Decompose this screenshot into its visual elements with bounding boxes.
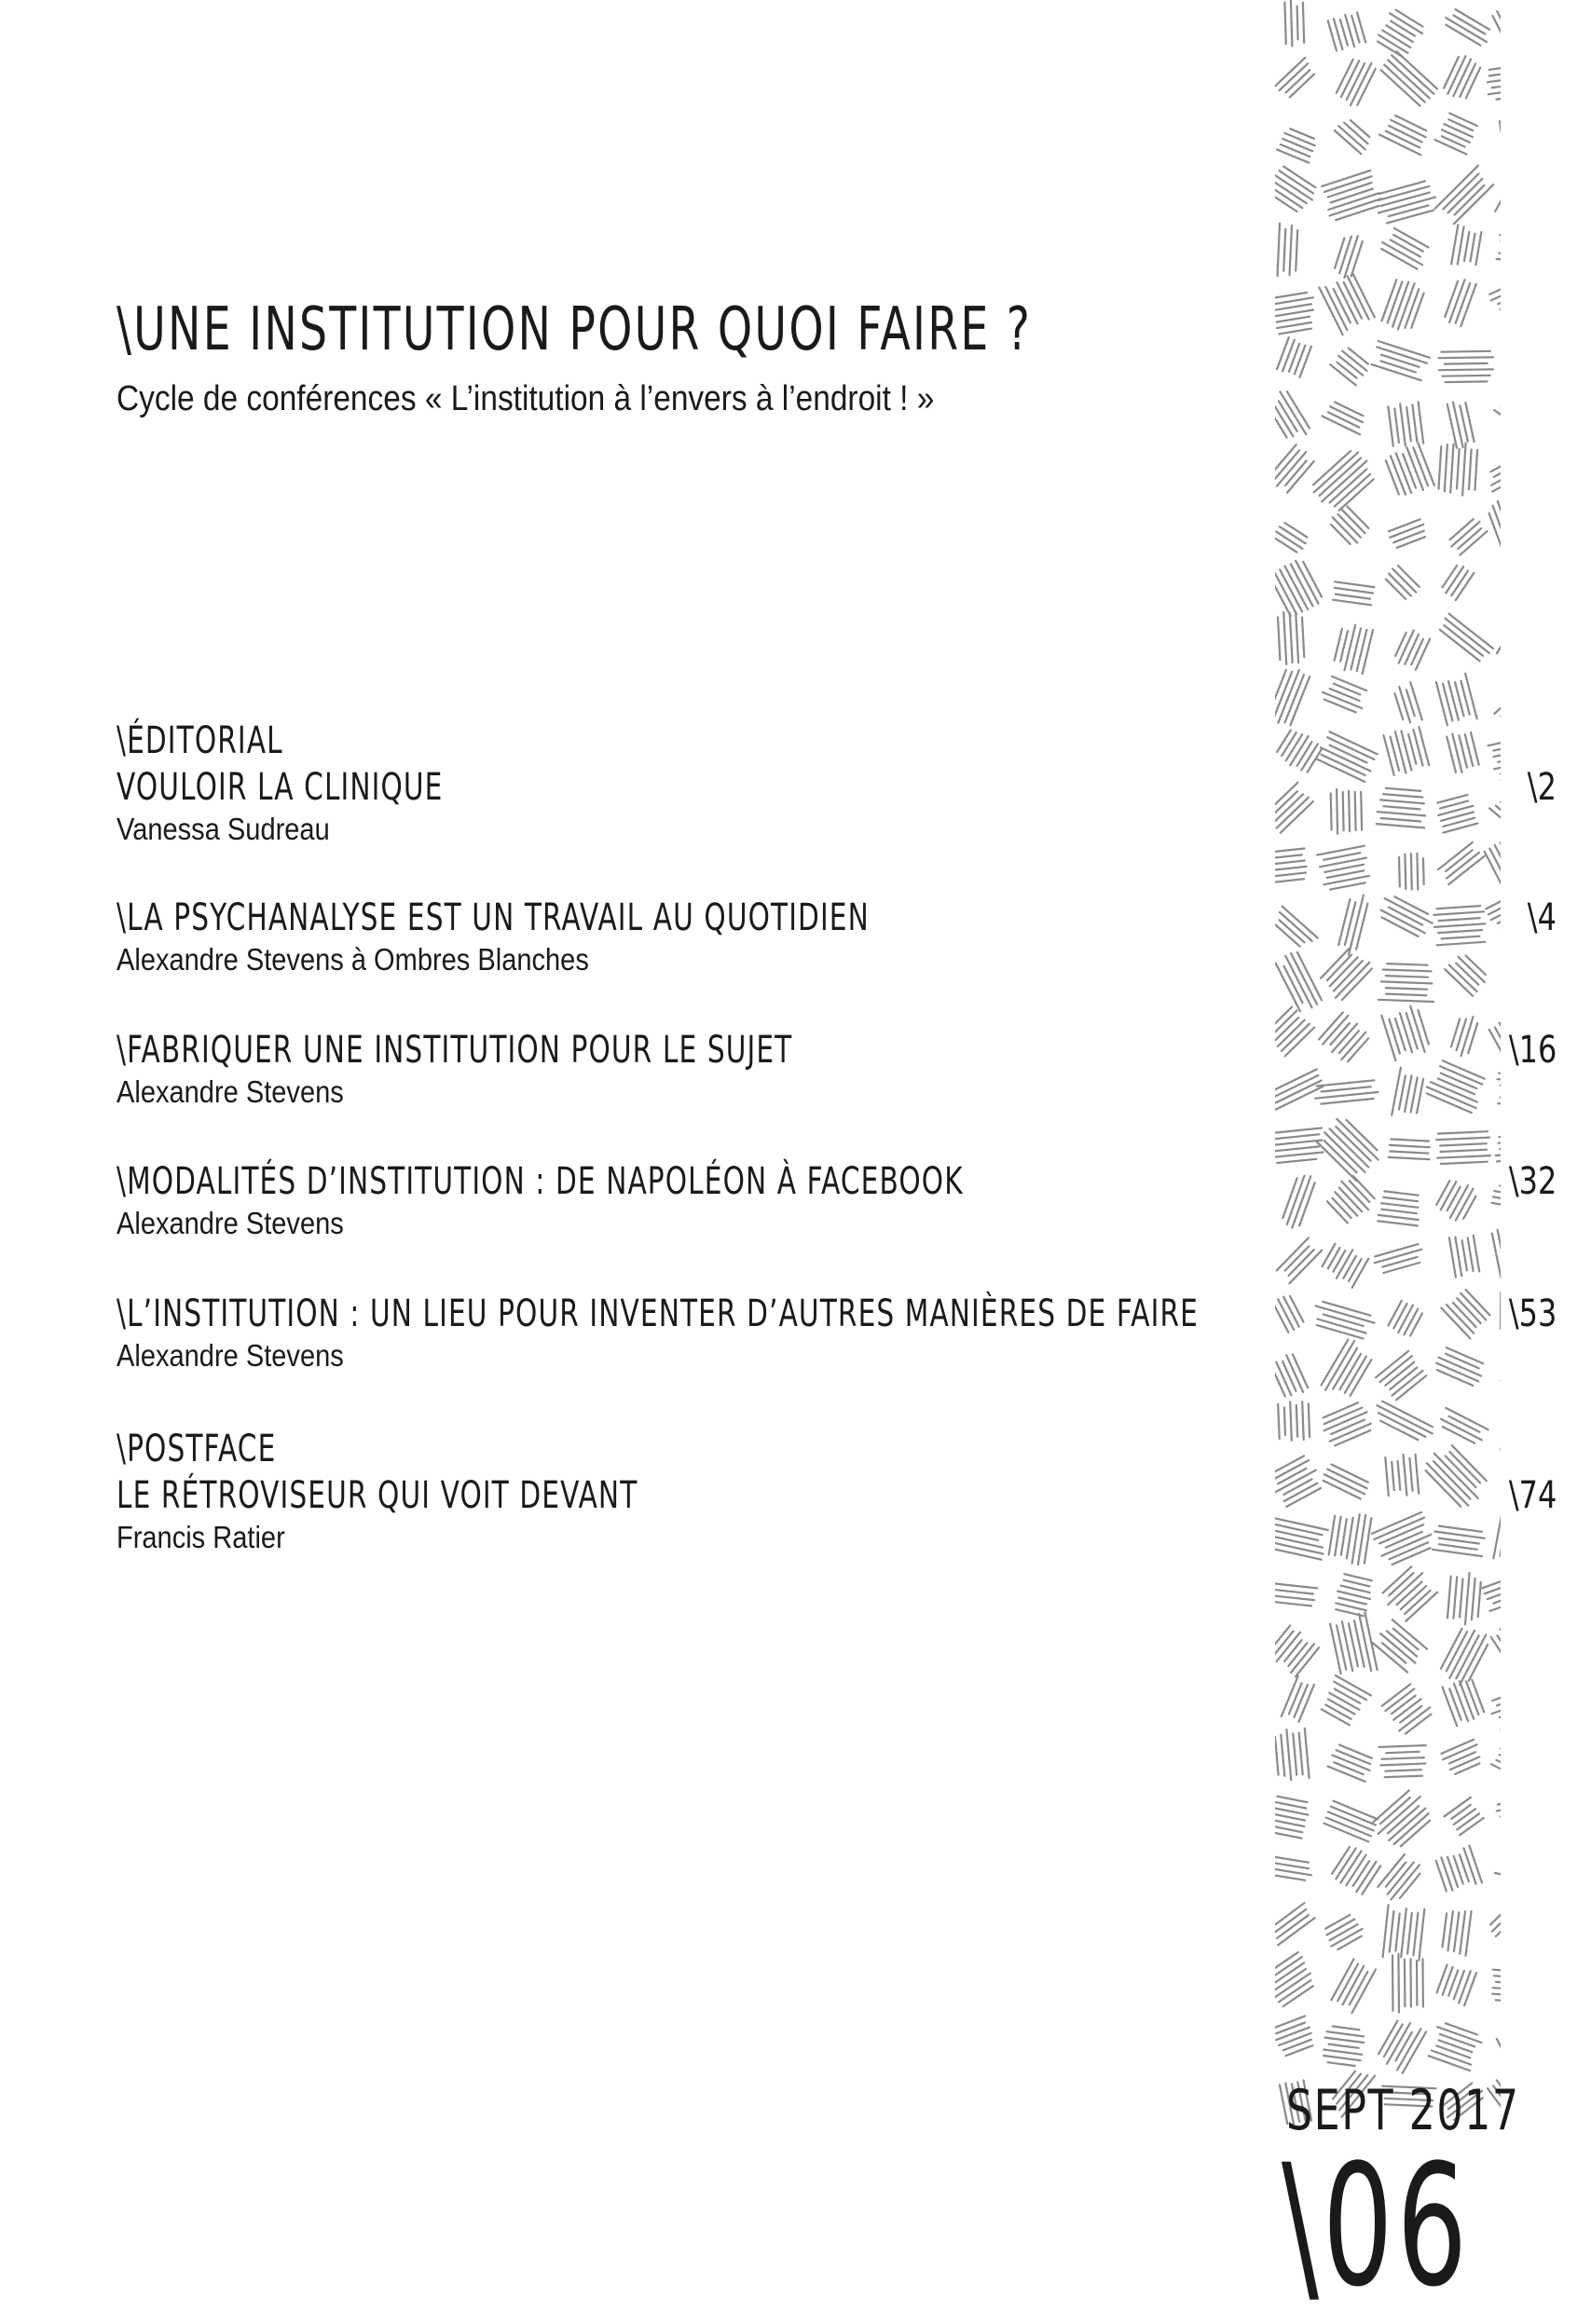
toc-author: Alexandre Stevens — [117, 1073, 1405, 1111]
toc-heading: VOULOIR LA CLINIQUE — [117, 764, 1200, 811]
toc-heading: \ÉDITORIAL — [117, 718, 1200, 764]
toc-heading: \POSTFACE — [117, 1426, 1200, 1472]
toc-page-number: \32 — [1509, 1158, 1557, 1205]
main-title: \UNE INSTITUTION POUR QUOI FAIRE ? — [117, 300, 1032, 360]
subtitle: Cycle de conférences « L’institution à l’envers à l’endroit ! » — [117, 378, 934, 419]
issue-date: SEPT 2017 — [1286, 2078, 1520, 2143]
toc-author: Vanessa Sudreau — [117, 811, 1405, 848]
toc-heading: \FABRIQUER UNE INSTITUTION POUR LE SUJET — [117, 1027, 1200, 1073]
toc-author: Alexandre Stevens — [117, 1205, 1405, 1242]
toc-author: Alexandre Stevens à Ombres Blanches — [117, 941, 1405, 978]
toc-page-number: \74 — [1509, 1472, 1557, 1519]
toc-heading: \L’INSTITUTION : UN LIEU POUR INVENTER D’AUTRES MANIÈRES DE FAIRE — [117, 1291, 1200, 1337]
toc-heading: \LA PSYCHANALYSE EST UN TRAVAIL AU QUOTIDIEN — [117, 895, 1200, 941]
toc-heading: \MODALITÉS D’INSTITUTION : DE NAPOLÉON À FACEBOOK — [117, 1158, 1200, 1205]
toc-page-number: \16 — [1509, 1027, 1557, 1073]
decorative-hatch-pattern — [1275, 0, 1501, 2125]
toc-author: Francis Ratier — [117, 1519, 1405, 1556]
issue-number: \06 — [1282, 2143, 1471, 2311]
toc-heading: LE RÉTROVISEUR QUI VOIT DEVANT — [117, 1472, 1200, 1519]
toc-author: Alexandre Stevens — [117, 1337, 1405, 1374]
toc-page-number: \53 — [1509, 1291, 1557, 1337]
toc-page-number: \4 — [1528, 895, 1557, 941]
toc-page-number: \2 — [1528, 764, 1557, 811]
